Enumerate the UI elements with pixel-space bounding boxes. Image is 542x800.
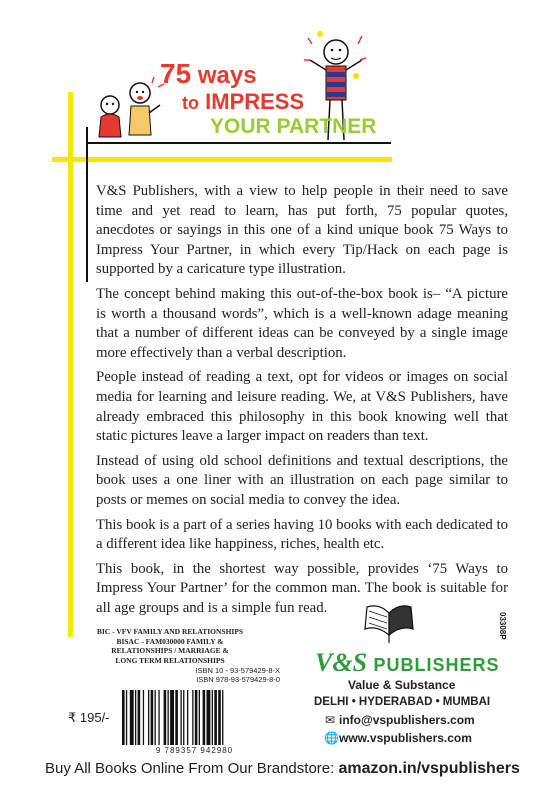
product-code: 03308P: [498, 612, 507, 640]
footer-link: amazon.in/vspublishers: [338, 760, 520, 777]
barcode-number: 9 789357 942980: [155, 746, 234, 755]
book-title: [160, 60, 380, 139]
barcode-bar: [207, 690, 211, 745]
barcode: [120, 690, 270, 745]
barcode-bar: [126, 690, 127, 745]
publisher-website: [324, 731, 472, 745]
globe-icon: 🌐: [324, 731, 339, 745]
yellow-vertical-line: [68, 92, 73, 637]
barcode-bar: [199, 690, 200, 745]
barcode-bar: [214, 690, 217, 745]
title-ways: ways: [197, 62, 257, 89]
yellow-horizontal-line: [52, 157, 392, 162]
barcode-bar: [155, 690, 156, 745]
price: ₹ 195/-: [68, 710, 110, 725]
book-logo-icon: [363, 595, 415, 645]
description-paragraph: People instead of reading a text, opt for videos or images on social media for learning and leisure reading. We, at V&S Publishers, have already embraced this philosophy in this book knowing well that static pictures leave a larger impact on readers than text.: [96, 369, 508, 445]
bic-code: BIC - VFV FAMILY AND RELATIONSHIPS: [96, 627, 244, 636]
barcode-bar: [168, 690, 169, 745]
barcode-bar: [187, 690, 188, 745]
black-vertical-line: [86, 127, 88, 282]
barcode-bar: [143, 690, 144, 745]
footer-prefix: Buy All Books Online From Our Brandstore:: [45, 760, 339, 777]
barcode-bar: [148, 690, 149, 745]
barcode-bar: [181, 690, 182, 745]
barcode-bar: [222, 690, 223, 745]
barcode-bar: [195, 690, 198, 745]
description-paragraph: This book, in the shortest way possible, provides ‘75 Ways to Impress Your Partner’ for the common man. The book is suitable for all age groups and is a simple fun read.: [96, 560, 508, 616]
barcode-bar: [175, 690, 178, 745]
description-paragraph: V&S Publishers, with a view to help people in their need to save time and yet read to learn, has put forth, 75 popular quotes, anecdotes or sayings in this one of a kind unique book 75 Ways to Impress Your Partner, in which every Tip/Hack on each page is supported by a caricature type illustration.: [96, 183, 508, 278]
classification-block: [70, 627, 270, 665]
barcode-bar: [218, 690, 221, 745]
footer-brandstore: [45, 760, 520, 778]
title-your-partner: YOUR PARTNER: [210, 115, 377, 138]
barcode-bar: [170, 690, 174, 745]
barcode-bar: [130, 690, 134, 745]
description-paragraph: This book is a part of a series having 10 books with each dedicated to a different idea like happiness, riches, health etc.: [96, 516, 508, 553]
title-to: to: [182, 93, 199, 113]
title-impress: IMPRESS: [205, 89, 305, 114]
description-paragraph: Instead of using old school definitions and textual descriptions, the book uses a one liner with an illustration on each page similar to posts or memes on social media to convey the idea.: [96, 452, 508, 508]
email-text: info@vspublishers.com: [339, 713, 475, 727]
barcode-bar: [151, 690, 154, 745]
publisher-publishers: PUBLISHERS: [373, 655, 500, 675]
barcode-bar: [203, 690, 206, 745]
barcode-bar: [192, 690, 193, 745]
barcode-bar: [183, 690, 184, 745]
publisher-vs: V&S: [315, 648, 368, 677]
isbn-10: ISBN 10 - 93-579429-8-X: [195, 666, 280, 675]
bisac-line-1: BISAC - FAM030000 FAMILY &: [116, 636, 224, 646]
publisher-tagline: Value & Substance: [348, 678, 456, 692]
bisac-line-2: RELATIONSHIPS / MARRIAGE &: [111, 646, 229, 655]
barcode-bar: [122, 690, 125, 745]
envelope-icon: ✉: [324, 713, 336, 727]
bisac-line-3: LONG TERM RELATIONSHIPS: [115, 655, 225, 665]
cartoon-couple-illustration: [88, 75, 168, 145]
publisher-email: [324, 713, 475, 727]
barcode-bar: [138, 690, 141, 745]
barcode-bar: [135, 690, 136, 745]
website-text: www.vspublishers.com: [339, 731, 472, 745]
book-description: [96, 182, 508, 623]
description-paragraph: The concept behind making this out-of-the-box book is– “A picture is worth a thousand words”, which is a well-known adage meaning that a number of different ideas can be conveyed by a single image more effectively than a verbal description.: [96, 285, 508, 361]
barcode-bar: [212, 690, 213, 745]
isbn-block: [120, 666, 280, 684]
barcode-bar: [164, 690, 167, 745]
isbn-13: ISBN 978-93-579429-8-0: [196, 675, 280, 684]
title-number: 75: [160, 58, 192, 89]
barcode-bar: [158, 690, 159, 745]
publisher-cities: DELHI • HYDERABAD • MUMBAI: [314, 696, 491, 708]
publisher-name: [315, 648, 500, 678]
